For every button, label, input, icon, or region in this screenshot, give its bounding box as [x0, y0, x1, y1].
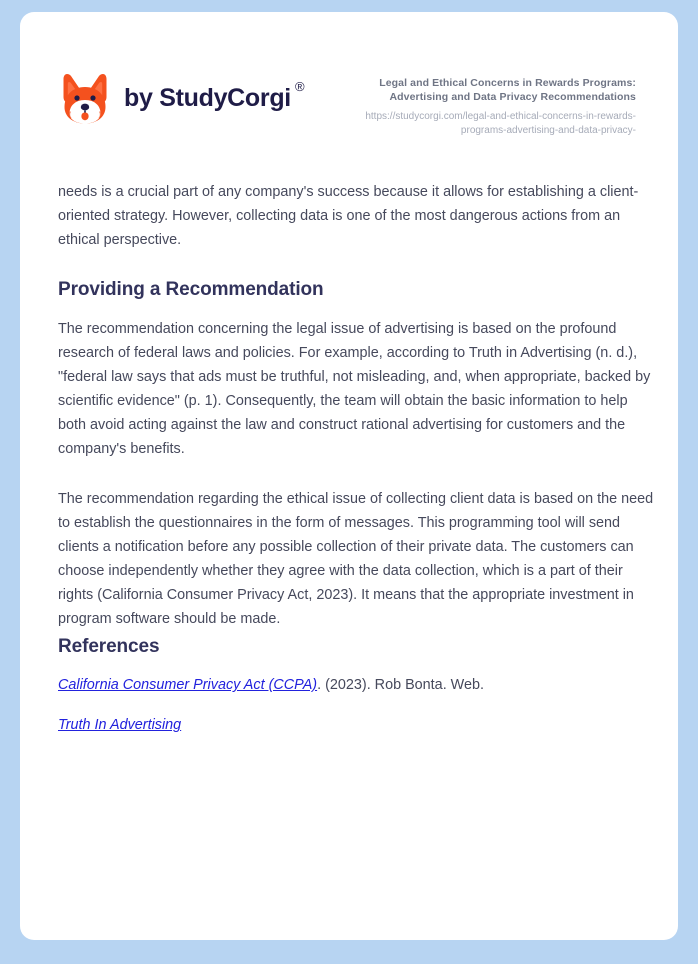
reference-detail: . (2023). Rob Bonta. Web.	[317, 677, 485, 694]
reference-link[interactable]: California Consumer Privacy Act (CCPA)	[58, 677, 318, 694]
document-url: https://studycorgi.com/legal-and-ethical-concerns-in-rewards-programs-advertising-and-data-privacy-	[365, 110, 636, 137]
section-providing-a-recommendation	[58, 278, 658, 631]
brand-name-text: by StudyCorgi	[124, 83, 291, 112]
section-heading: Providing a Recommendation	[58, 279, 324, 300]
document-title: Legal and Ethical Concerns in Rewards Programs: Advertising and Data Privacy Recommendations	[379, 77, 636, 104]
document-body	[58, 180, 658, 753]
references-heading: References	[58, 635, 160, 657]
section-references	[58, 635, 658, 738]
registered-trademark-icon: ®	[294, 78, 305, 94]
brand-name	[124, 78, 305, 112]
header-document-info	[336, 76, 636, 138]
corgi-logo-icon	[58, 70, 112, 126]
reference-item	[58, 713, 658, 737]
document-page-card	[20, 12, 678, 940]
document-header	[20, 12, 678, 152]
reference-link[interactable]: Truth In Advertising	[58, 717, 182, 734]
section-paragraph: The recommendation regarding the ethical issue of collecting client data is based on the need to establish the questionnaires in the form of messages. This programming tool will send clients a notification before any possible collection of their private data. The customers can choose independently whether they agree with the data collection, which is a part of their rights (California Consumer Privacy Act, 2023). It means that the appropriate investment in program software should be made.	[58, 490, 654, 627]
section-paragraph: The recommendation concerning the legal issue of advertising is based on the profound research of federal laws and policies. For example, according to Truth in Advertising (n. d.), "federal law says that ads must be truthful, not misleading, and, when appropriate, backed by scientific evidence" (p. 1). Consequently, the team will obtain the basic information to help both avoid acting against the law and construct rational advertising for customers and the company's benefits.	[58, 320, 651, 457]
studycorgi-branding	[58, 70, 304, 126]
reference-item	[58, 673, 658, 697]
continued-paragraph: needs is a crucial part of any company's success because it allows for establishing a client-oriented strategy. However, collecting data is one of the most dangerous actions from an ethical perspective.	[58, 184, 639, 248]
